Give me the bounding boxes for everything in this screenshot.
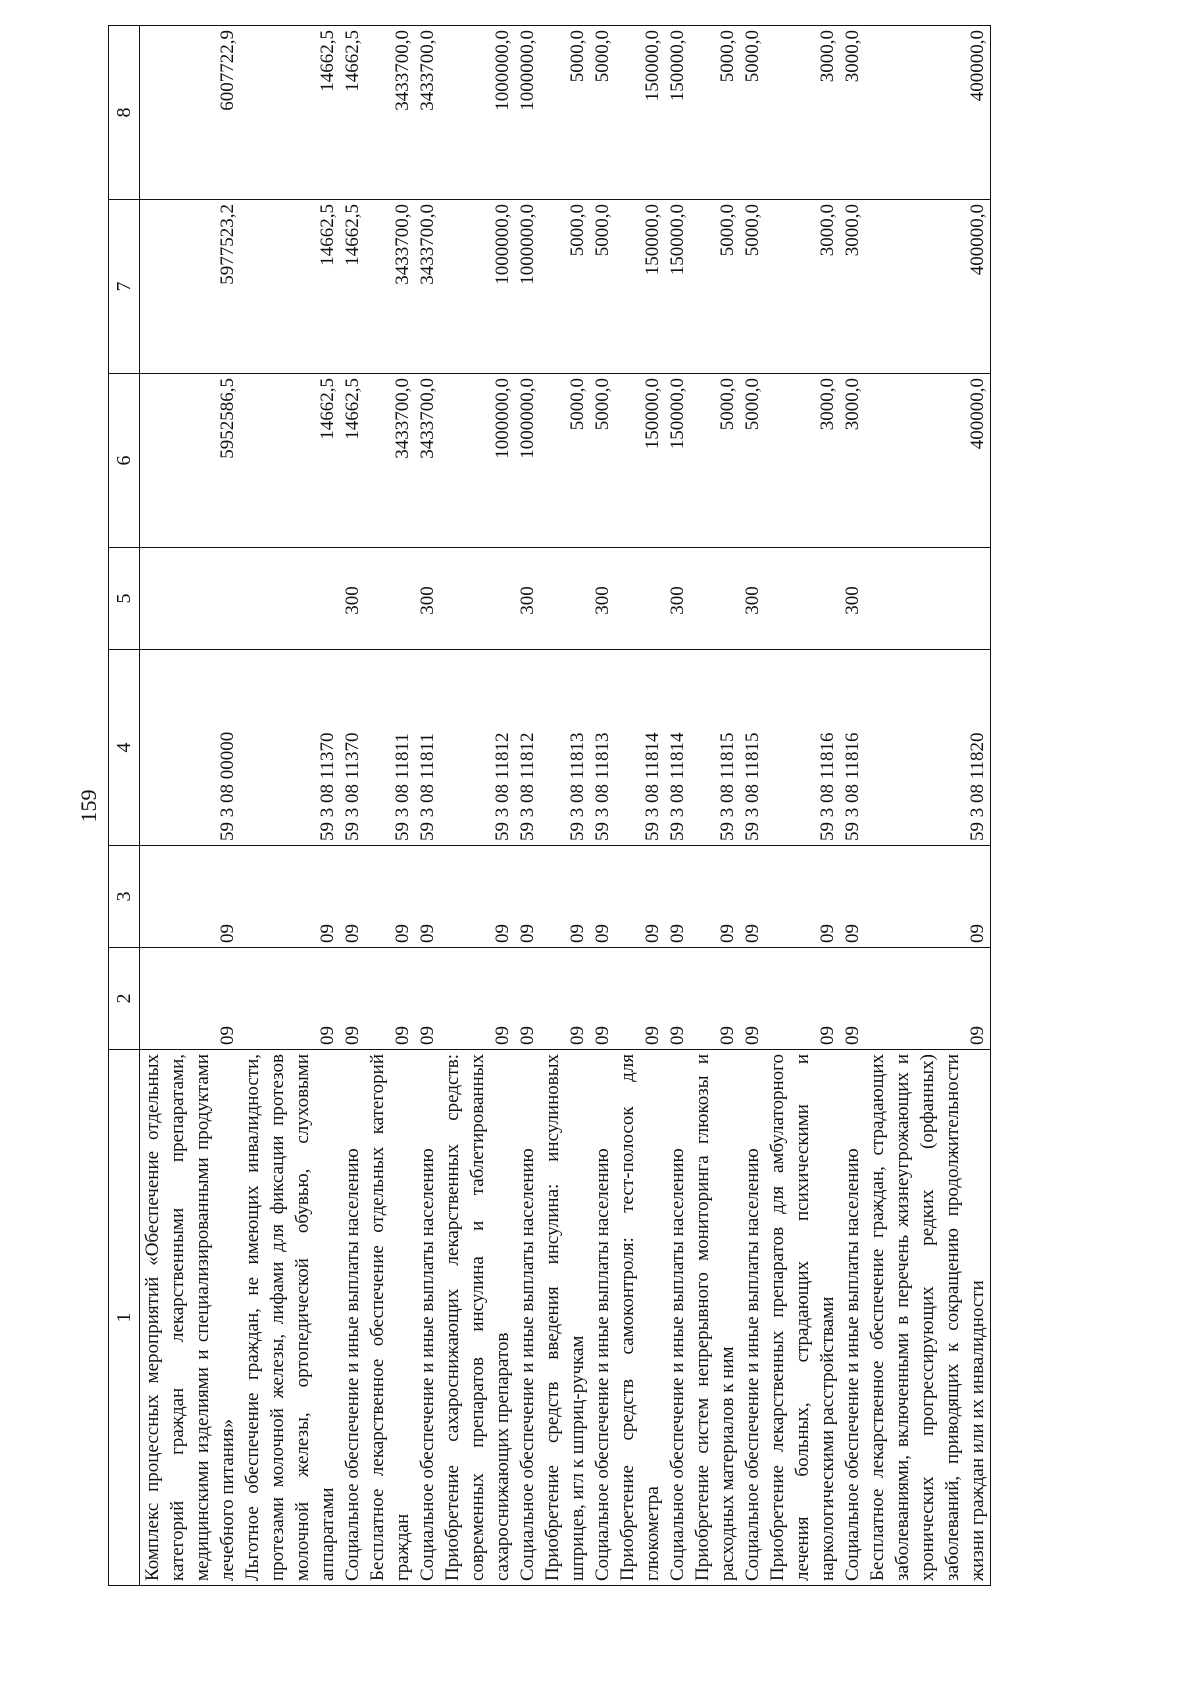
amount-year-1-cell: 14662,5 [340, 374, 365, 548]
target-article-cell: 59 3 08 11812 [440, 650, 515, 846]
expense-type-cell [140, 548, 241, 650]
table-row [615, 26, 665, 1586]
amount-year-2-cell: 5000,0 [740, 200, 765, 374]
section-code-cell: 09 [865, 948, 991, 1050]
subsection-code-cell: 09 [590, 846, 615, 948]
amount-year-1-cell: 5000,0 [740, 374, 765, 548]
subsection-code-cell: 09 [840, 846, 865, 948]
section-code-cell: 09 [690, 948, 740, 1050]
amount-year-1-cell: 5000,0 [590, 374, 615, 548]
subsection-code-cell: 09 [440, 846, 515, 948]
subsection-code-cell: 09 [140, 846, 241, 948]
row-name-cell: Приобретение систем непрерывного мониторинга глюкозы и расходных материалов к ним [690, 1050, 740, 1586]
row-name-cell: Социальное обеспечение и иные выплаты населению [740, 1050, 765, 1586]
row-name-cell: Социальное обеспечение и иные выплаты населению [415, 1050, 440, 1586]
amount-year-1-cell: 400000,0 [865, 374, 991, 548]
amount-year-1-cell: 3433700,0 [365, 374, 415, 548]
row-name-cell: Социальное обеспечение и иные выплаты населению [340, 1050, 365, 1586]
rotated-document-page [58, 26, 1118, 1586]
column-header: 6 [109, 374, 140, 548]
target-article-cell: 59 3 08 11816 [765, 650, 840, 846]
amount-year-1-cell: 5000,0 [540, 374, 590, 548]
table-row [665, 26, 690, 1586]
expense-type-cell [765, 548, 840, 650]
amount-year-2-cell: 3433700,0 [365, 200, 415, 374]
target-article-cell: 59 3 08 11814 [615, 650, 665, 846]
row-name-cell: Льготное обеспечение граждан, не имеющих инвалидности, протезами молочной железы, лифами для фиксации протезов молочной железы, ортопедической обувью, слуховыми аппаратами [240, 1050, 340, 1586]
amount-year-1-cell: 3433700,0 [415, 374, 440, 548]
amount-year-1-cell: 14662,5 [240, 374, 340, 548]
row-name-cell: Приобретение лекарственных препаратов для амбулаторного лечения больных, страдающих психическими и наркологическими расстройствами [765, 1050, 840, 1586]
target-article-cell: 59 3 08 11813 [540, 650, 590, 846]
amount-year-1-cell: 1000000,0 [515, 374, 540, 548]
table-row [840, 26, 865, 1586]
table-row [440, 26, 515, 1586]
subsection-code-cell: 09 [690, 846, 740, 948]
section-code-cell: 09 [540, 948, 590, 1050]
amount-year-2-cell: 5977523,2 [140, 200, 241, 374]
section-code-cell: 09 [140, 948, 241, 1050]
amount-year-3-cell: 5000,0 [590, 26, 615, 200]
subsection-code-cell: 09 [765, 846, 840, 948]
target-article-cell: 59 3 08 11811 [365, 650, 415, 846]
subsection-code-cell: 09 [665, 846, 690, 948]
target-article-cell: 59 3 08 11816 [840, 650, 865, 846]
section-code-cell: 09 [590, 948, 615, 1050]
expense-type-cell: 300 [590, 548, 615, 650]
column-header: 5 [109, 548, 140, 650]
expense-type-cell: 300 [515, 548, 540, 650]
row-name-cell: Социальное обеспечение и иные выплаты населению [590, 1050, 615, 1586]
table-row [740, 26, 765, 1586]
target-article-cell: 59 3 08 11815 [690, 650, 740, 846]
amount-year-3-cell: 3433700,0 [365, 26, 415, 200]
amount-year-3-cell: 150000,0 [665, 26, 690, 200]
table-row [340, 26, 365, 1586]
column-header: 7 [109, 200, 140, 374]
amount-year-3-cell: 400000,0 [865, 26, 991, 200]
subsection-code-cell: 09 [740, 846, 765, 948]
table-row [365, 26, 415, 1586]
amount-year-1-cell: 5952586,5 [140, 374, 241, 548]
table-row [415, 26, 440, 1586]
table-body [140, 26, 991, 1586]
row-name-cell: Комплекс процессных мероприятий «Обеспечение отдельных категорий граждан лекарственными препаратами, медицинскими изделиями и специализированными продуктами лечебного питания» [140, 1050, 241, 1586]
row-name-cell: Социальное обеспечение и иные выплаты населению [515, 1050, 540, 1586]
target-article-cell: 59 3 08 11370 [240, 650, 340, 846]
budget-table [108, 25, 991, 1586]
section-code-cell: 09 [515, 948, 540, 1050]
table-row [240, 26, 340, 1586]
subsection-code-cell: 09 [365, 846, 415, 948]
target-article-cell: 59 3 08 11813 [590, 650, 615, 846]
amount-year-2-cell: 150000,0 [665, 200, 690, 374]
amount-year-2-cell: 3000,0 [765, 200, 840, 374]
page-number: 159 [76, 789, 101, 823]
amount-year-3-cell: 1000000,0 [515, 26, 540, 200]
amount-year-1-cell: 150000,0 [615, 374, 665, 548]
table-row [765, 26, 840, 1586]
amount-year-3-cell: 5000,0 [690, 26, 740, 200]
column-header: 1 [109, 1050, 140, 1586]
subsection-code-cell: 09 [415, 846, 440, 948]
table-header-row [109, 26, 140, 1586]
amount-year-2-cell: 14662,5 [240, 200, 340, 374]
amount-year-1-cell: 5000,0 [690, 374, 740, 548]
subsection-code-cell: 09 [865, 846, 991, 948]
expense-type-cell: 300 [740, 548, 765, 650]
table-row [540, 26, 590, 1586]
row-name-cell: Приобретение средств самоконтроля: тест-полосок для глюкометра [615, 1050, 665, 1586]
target-article-cell: 59 3 08 11815 [740, 650, 765, 846]
amount-year-2-cell: 3000,0 [840, 200, 865, 374]
table-row [690, 26, 740, 1586]
target-article-cell: 59 3 08 11370 [340, 650, 365, 846]
section-code-cell: 09 [415, 948, 440, 1050]
subsection-code-cell: 09 [340, 846, 365, 948]
target-article-cell: 59 3 08 11814 [665, 650, 690, 846]
subsection-code-cell: 09 [540, 846, 590, 948]
section-code-cell: 09 [615, 948, 665, 1050]
subsection-code-cell: 09 [515, 846, 540, 948]
table-row [515, 26, 540, 1586]
expense-type-cell: 300 [340, 548, 365, 650]
amount-year-2-cell: 1000000,0 [515, 200, 540, 374]
expense-type-cell: 300 [415, 548, 440, 650]
column-header: 8 [109, 26, 140, 200]
amount-year-3-cell: 3000,0 [765, 26, 840, 200]
expense-type-cell [540, 548, 590, 650]
column-header: 3 [109, 846, 140, 948]
amount-year-3-cell: 5000,0 [540, 26, 590, 200]
amount-year-2-cell: 5000,0 [540, 200, 590, 374]
row-name-cell: Социальное обеспечение и иные выплаты населению [840, 1050, 865, 1586]
amount-year-1-cell: 1000000,0 [440, 374, 515, 548]
amount-year-1-cell: 150000,0 [665, 374, 690, 548]
expense-type-cell [690, 548, 740, 650]
target-article-cell: 59 3 08 11820 [865, 650, 991, 846]
table-row [140, 26, 241, 1586]
amount-year-2-cell: 14662,5 [340, 200, 365, 374]
amount-year-2-cell: 400000,0 [865, 200, 991, 374]
amount-year-2-cell: 150000,0 [615, 200, 665, 374]
column-header: 4 [109, 650, 140, 846]
row-name-cell: Бесплатное лекарственное обеспечение отдельных категорий граждан [365, 1050, 415, 1586]
table-row [865, 26, 991, 1586]
expense-type-cell [615, 548, 665, 650]
section-code-cell: 09 [440, 948, 515, 1050]
amount-year-3-cell: 5000,0 [740, 26, 765, 200]
amount-year-3-cell: 150000,0 [615, 26, 665, 200]
amount-year-3-cell: 3000,0 [840, 26, 865, 200]
amount-year-2-cell: 5000,0 [690, 200, 740, 374]
amount-year-1-cell: 3000,0 [840, 374, 865, 548]
expense-type-cell: 300 [840, 548, 865, 650]
amount-year-2-cell: 5000,0 [590, 200, 615, 374]
amount-year-2-cell: 1000000,0 [440, 200, 515, 374]
section-code-cell: 09 [840, 948, 865, 1050]
section-code-cell: 09 [365, 948, 415, 1050]
target-article-cell: 59 3 08 11811 [415, 650, 440, 846]
expense-type-cell [440, 548, 515, 650]
expense-type-cell: 300 [665, 548, 690, 650]
expense-type-cell [240, 548, 340, 650]
amount-year-2-cell: 3433700,0 [415, 200, 440, 374]
amount-year-3-cell: 3433700,0 [415, 26, 440, 200]
target-article-cell: 59 3 08 00000 [140, 650, 241, 846]
section-code-cell: 09 [340, 948, 365, 1050]
section-code-cell: 09 [765, 948, 840, 1050]
row-name-cell: Бесплатное лекарственное обеспечение граждан, страдающих заболеваниями, включенными в перечень жизнеугрожающих и хронических прогрессирующих редких (орфанных) заболеваний, приводящих к сокращению продолжительности жизни граждан или их инвалидности [865, 1050, 991, 1586]
section-code-cell: 09 [665, 948, 690, 1050]
amount-year-3-cell: 6007722,9 [140, 26, 241, 200]
section-code-cell: 09 [240, 948, 340, 1050]
subsection-code-cell: 09 [615, 846, 665, 948]
target-article-cell: 59 3 08 11812 [515, 650, 540, 846]
table-row [590, 26, 615, 1586]
amount-year-3-cell: 14662,5 [340, 26, 365, 200]
amount-year-3-cell: 1000000,0 [440, 26, 515, 200]
expense-type-cell [865, 548, 991, 650]
row-name-cell: Приобретение сахароснижающих лекарственных средств: современных препаратов инсулина и таблетированных сахароснижающих препаратов [440, 1050, 515, 1586]
column-header: 2 [109, 948, 140, 1050]
row-name-cell: Социальное обеспечение и иные выплаты населению [665, 1050, 690, 1586]
amount-year-3-cell: 14662,5 [240, 26, 340, 200]
row-name-cell: Приобретение средств введения инсулина: инсулиновых шприцев, игл к шприц-ручкам [540, 1050, 590, 1586]
subsection-code-cell: 09 [240, 846, 340, 948]
expense-type-cell [365, 548, 415, 650]
section-code-cell: 09 [740, 948, 765, 1050]
amount-year-1-cell: 3000,0 [765, 374, 840, 548]
